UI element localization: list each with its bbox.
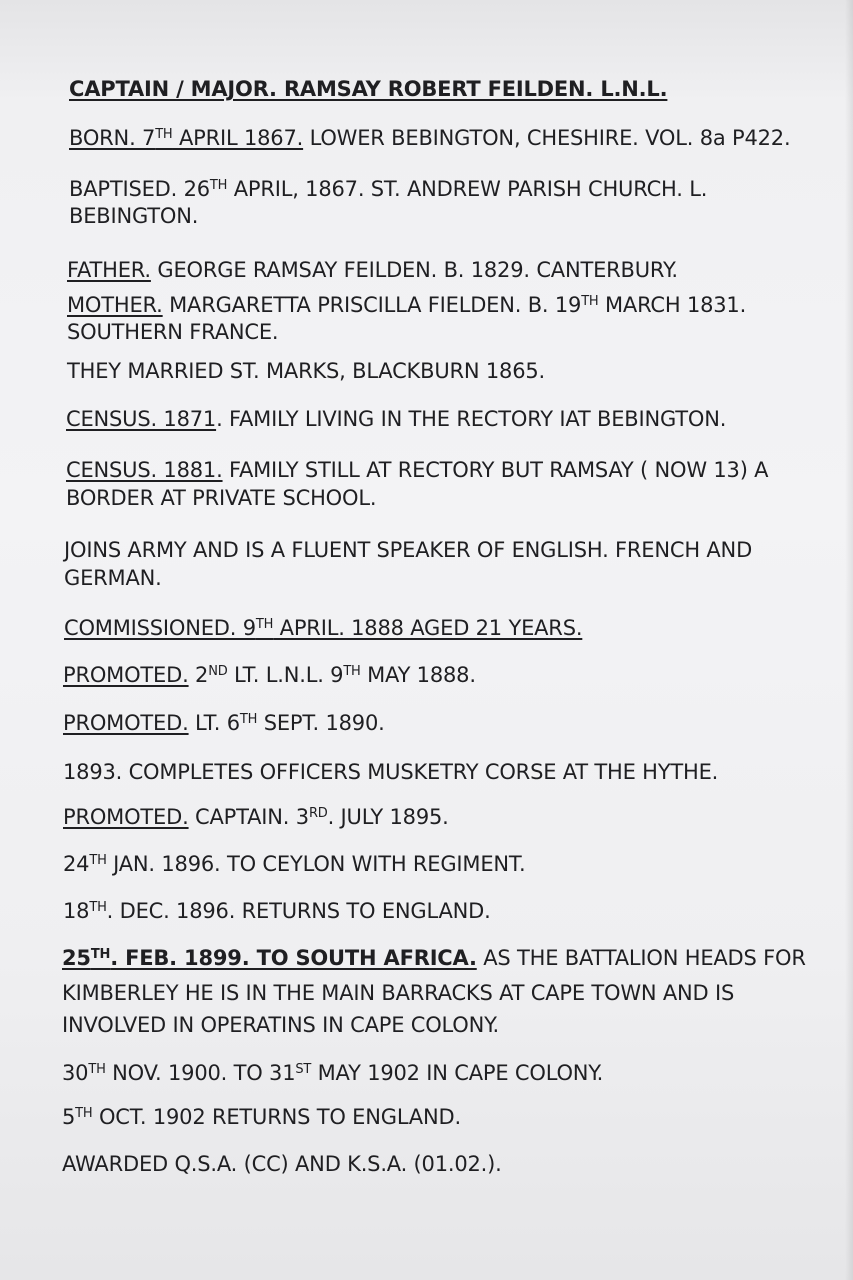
mother-line-2: SOUTHERN FRANCE. <box>67 320 279 344</box>
promoted-captain-line: PROMOTED. CAPTAIN. 3RD. JULY 1895. <box>63 805 449 829</box>
baptised-line: BAPTISED. 26TH APRIL, 1867. ST. ANDREW PARISH CHURCH. L. <box>69 177 708 201</box>
father-line: FATHER. GEORGE RAMSAY FEILDEN. B. 1829. CANTERBURY. <box>67 258 678 282</box>
cape-colony-line: 30TH NOV. 1900. TO 31ST MAY 1902 IN CAPE COLONY. <box>62 1061 604 1085</box>
baptised-line-2: BEBINGTON. <box>69 204 199 228</box>
promoted-2nd-lt-line: PROMOTED. 2ND LT. L.N.L. 9TH MAY 1888. <box>63 663 476 687</box>
returns-1896-line: 18TH. DEC. 1896. RETURNS TO ENGLAND. <box>63 899 491 923</box>
south-africa-line-2: KIMBERLEY HE IS IN THE MAIN BARRACKS AT CAPE TOWN AND IS <box>62 981 735 1005</box>
south-africa-line: 25TH. FEB. 1899. TO SOUTH AFRICA. AS THE BATTALION HEADS FOR <box>62 946 806 970</box>
south-africa-line-3: INVOLVED IN OPERATINS IN CAPE COLONY. <box>62 1013 499 1037</box>
page-edge-shadow <box>845 0 853 1280</box>
born-line: BORN. 7TH APRIL 1867. LOWER BEBINGTON, CHESHIRE. VOL. 8a P422. <box>69 126 791 150</box>
census-1871-line: CENSUS. 1871. FAMILY LIVING IN THE RECTORY IAT BEBINGTON. <box>66 407 727 431</box>
returns-1902-line: 5TH OCT. 1902 RETURNS TO ENGLAND. <box>62 1105 461 1129</box>
census-1881-line-2: BORDER AT PRIVATE SCHOOL. <box>66 486 377 510</box>
commissioned-line: COMMISSIONED. 9TH APRIL. 1888 AGED 21 YEARS. <box>64 616 583 640</box>
ceylon-line: 24TH JAN. 1896. TO CEYLON WITH REGIMENT. <box>63 852 526 876</box>
married-line: THEY MARRIED ST. MARKS, BLACKBURN 1865. <box>67 359 545 383</box>
promoted-lt-line: PROMOTED. LT. 6TH SEPT. 1890. <box>63 711 385 735</box>
awarded-line: AWARDED Q.S.A. (CC) AND K.S.A. (01.02.). <box>62 1152 502 1176</box>
census-1881-line: CENSUS. 1881. FAMILY STILL AT RECTORY BUT RAMSAY ( NOW 13) A <box>66 458 769 482</box>
musketry-line: 1893. COMPLETES OFFICERS MUSKETRY CORSE AT THE HYTHE. <box>63 760 719 784</box>
army-line: JOINS ARMY AND IS A FLUENT SPEAKER OF ENGLISH. FRENCH AND <box>64 538 753 562</box>
army-line-2: GERMAN. <box>64 566 162 590</box>
document-title: CAPTAIN / MAJOR. RAMSAY ROBERT FEILDEN. L.N.L. <box>69 77 668 101</box>
mother-line: MOTHER. MARGARETTA PRISCILLA FIELDEN. B. 19TH MARCH 1831. <box>67 293 747 317</box>
